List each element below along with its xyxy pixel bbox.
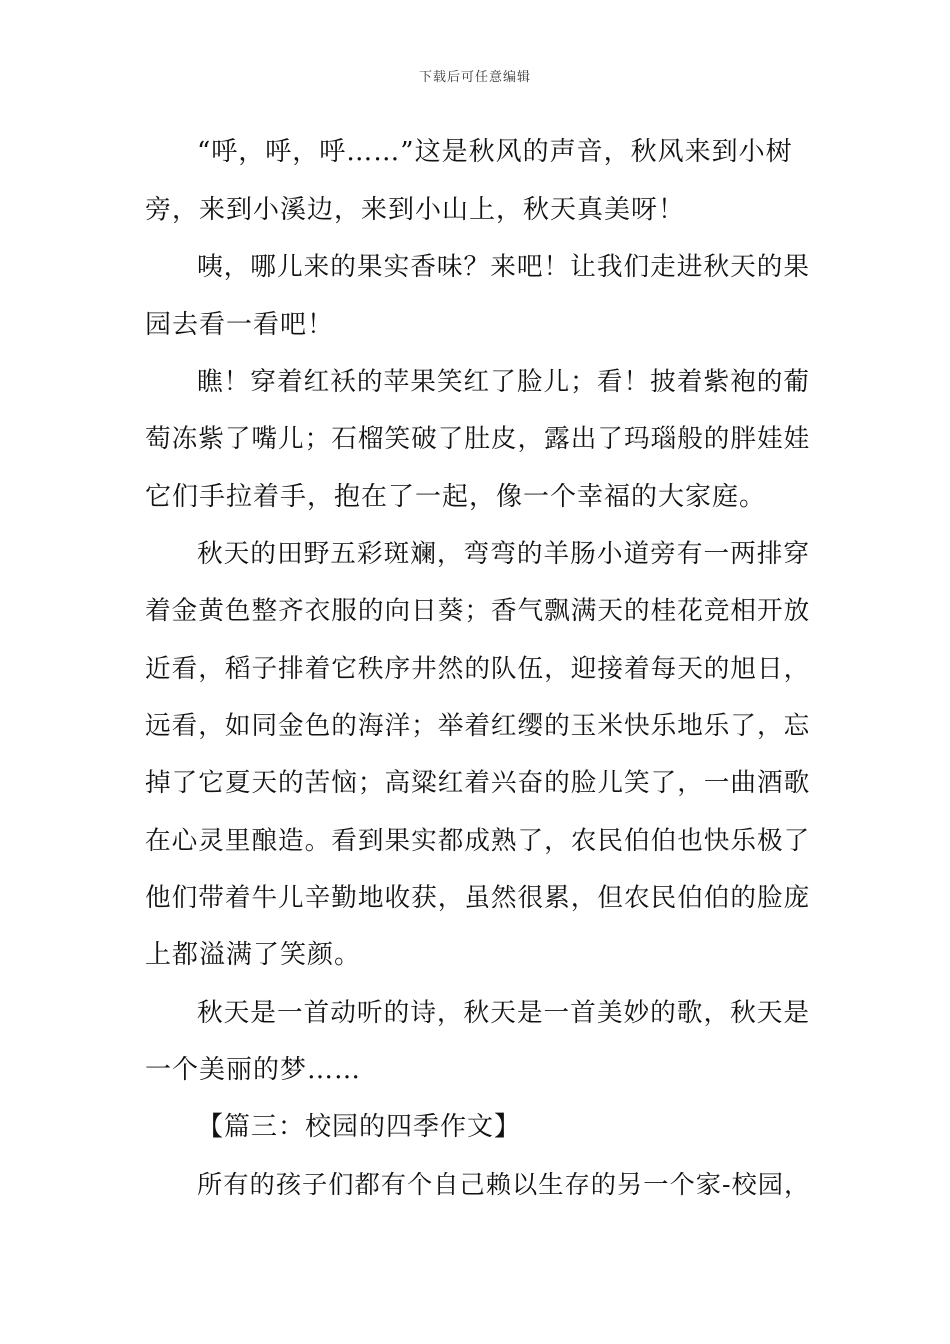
text-line: 他们带着牛儿辛勤地收获，虽然很累，但农民伯伯的脸庞 bbox=[145, 883, 811, 913]
text-line: 上都溢满了笑颜。 bbox=[145, 940, 362, 970]
text-line: 远看，如同金色的海洋；举着红缨的玉米快乐地乐了，忘 bbox=[145, 711, 811, 741]
text-line: 秋天是一首动听的诗，秋天是一首美妙的歌，秋天是 bbox=[197, 998, 811, 1028]
page-header: 下载后可任意编辑 bbox=[418, 70, 531, 85]
text-line: 园去看一看吧！ bbox=[145, 310, 335, 340]
text-line: 旁，来到小溪边，来到小山上，秋天真美呀！ bbox=[145, 195, 686, 225]
text-line: “呼，呼，呼……”这是秋风的声音，秋风来到小树 bbox=[197, 137, 793, 167]
text-line: 在心灵里酿造。看到果实都成熟了，农民伯伯也快乐极了 bbox=[145, 826, 811, 856]
text-line: 它们手拉着手，抱在了一起，像一个幸福的大家庭。 bbox=[145, 482, 767, 512]
text-line: 着金黄色整齐衣服的向日葵；香气飘满天的桂花竞相开放 bbox=[145, 596, 811, 626]
text-line: 掉了它夏天的苦恼；高粱红着兴奋的脸儿笑了，一曲酒歌 bbox=[145, 768, 811, 798]
text-line: 近看，稻子排着它秩序井然的队伍，迎接着每天的旭日， bbox=[145, 654, 811, 684]
section-heading: 【篇三：校园的四季作文】 bbox=[197, 1112, 522, 1142]
text-line: 萄冻紫了嘴儿；石榴笑破了肚皮，露出了玛瑙般的胖娃娃 bbox=[145, 424, 811, 454]
text-line: 所有的孩子们都有个自己赖以生存的另一个家-校园， bbox=[197, 1170, 811, 1199]
text-line: 一个美丽的梦…… bbox=[145, 1055, 362, 1085]
text-line: 咦，哪儿来的果实香味？来吧！让我们走进秋天的果 bbox=[197, 252, 811, 282]
text-line: 瞧！穿着红袄的苹果笑红了脸儿；看！披着紫袍的葡 bbox=[197, 367, 811, 397]
text-line: 秋天的田野五彩斑斓，弯弯的羊肠小道旁有一两排穿 bbox=[197, 539, 811, 569]
